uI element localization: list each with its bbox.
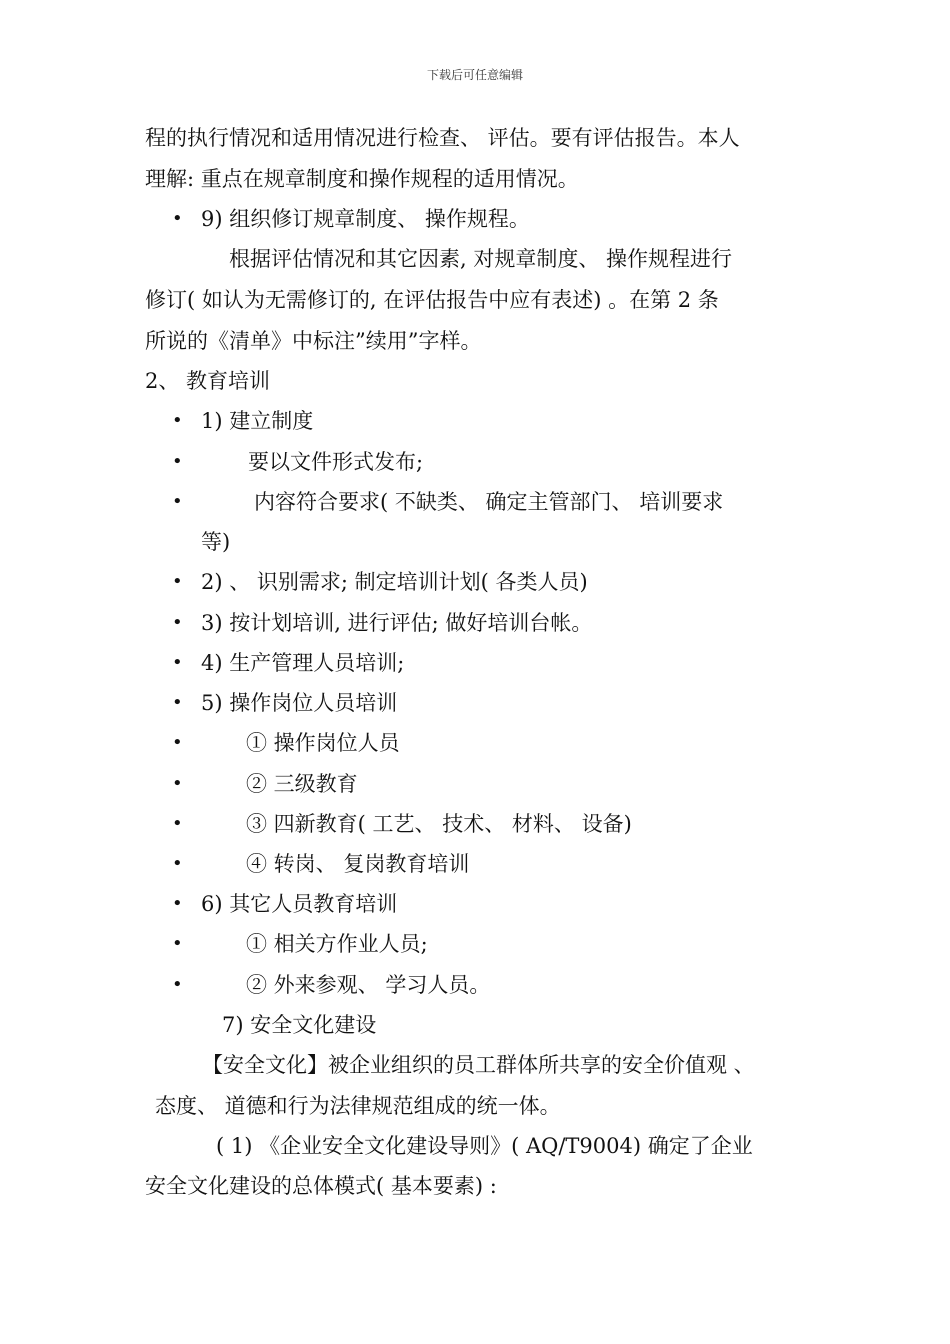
bullet-marker: • bbox=[172, 571, 183, 592]
bullet-marker: • bbox=[172, 853, 183, 874]
text-line: 安全文化建设的总体模式( 基本要素) : bbox=[145, 1174, 497, 1198]
list-item: ① 相关方作业人员; bbox=[246, 932, 428, 956]
bullet-marker: • bbox=[172, 208, 183, 229]
list-item: 9) 组织修订规章制度、 操作规程。 bbox=[201, 207, 530, 231]
list-item: 内容符合要求( 不缺类、 确定主管部门、 培训要求 bbox=[254, 490, 724, 514]
list-item: 2) 、 识别需求; 制定培训计划( 各类人员) bbox=[201, 570, 588, 594]
bullet-marker: • bbox=[172, 974, 183, 995]
bullet-marker: • bbox=[172, 451, 183, 472]
list-item: 要以文件形式发布; bbox=[248, 450, 424, 474]
bullet-marker: • bbox=[172, 652, 183, 673]
list-item: ② 外来参观、 学习人员。 bbox=[246, 973, 491, 997]
bullet-marker: • bbox=[172, 773, 183, 794]
bullet-marker: • bbox=[172, 491, 183, 512]
list-item: 5) 操作岗位人员培训 bbox=[201, 691, 398, 715]
bullet-marker: • bbox=[172, 893, 183, 914]
section-heading: 2、 教育培训 bbox=[145, 369, 271, 393]
text-line: 态度、 道德和行为法律规范组成的统一体。 bbox=[155, 1094, 561, 1118]
text-line: 【安全文化】被企业组织的员工群体所共享的安全价值观 、 bbox=[202, 1053, 755, 1077]
list-item-continuation: 等) bbox=[201, 530, 231, 554]
page-header: 下载后可任意编辑 bbox=[426, 68, 523, 82]
list-item: 3) 按计划培训, 进行评估; 做好培训台帐。 bbox=[201, 611, 593, 635]
text-line: 修订( 如认为无需修订的, 在评估报告中应有表述) 。在第 2 条 bbox=[145, 288, 719, 312]
bullet-marker: • bbox=[172, 813, 183, 834]
bullet-marker: • bbox=[172, 692, 183, 713]
text-line: 程的执行情况和适用情况进行检查、 评估。要有评估报告。本人 bbox=[145, 126, 740, 150]
list-item: 1) 建立制度 bbox=[201, 409, 314, 433]
section-heading: 7) 安全文化建设 bbox=[222, 1013, 377, 1037]
bullet-marker: • bbox=[172, 612, 183, 633]
bullet-marker: • bbox=[172, 732, 183, 753]
list-item: 4) 生产管理人员培训; bbox=[201, 651, 405, 675]
text-line: 所说的《清单》中标注”续用”字样。 bbox=[145, 329, 482, 353]
list-item: 6) 其它人员教育培训 bbox=[201, 892, 398, 916]
list-item: ④ 转岗、 复岗教育培训 bbox=[246, 852, 470, 876]
list-item: ③ 四新教育( 工艺、 技术、 材料、 设备) bbox=[246, 812, 632, 836]
bullet-marker: • bbox=[172, 410, 183, 431]
bullet-marker: • bbox=[172, 933, 183, 954]
text-line: 根据评估情况和其它因素, 对规章制度、 操作规程进行 bbox=[229, 247, 733, 271]
text-line: ( 1) 《企业安全文化建设导则》( AQ/T9004) 确定了企业 bbox=[216, 1134, 753, 1158]
text-line: 理解: 重点在规章制度和操作规程的适用情况。 bbox=[145, 167, 579, 191]
list-item: ② 三级教育 bbox=[246, 772, 358, 796]
list-item: ① 操作岗位人员 bbox=[246, 731, 400, 755]
